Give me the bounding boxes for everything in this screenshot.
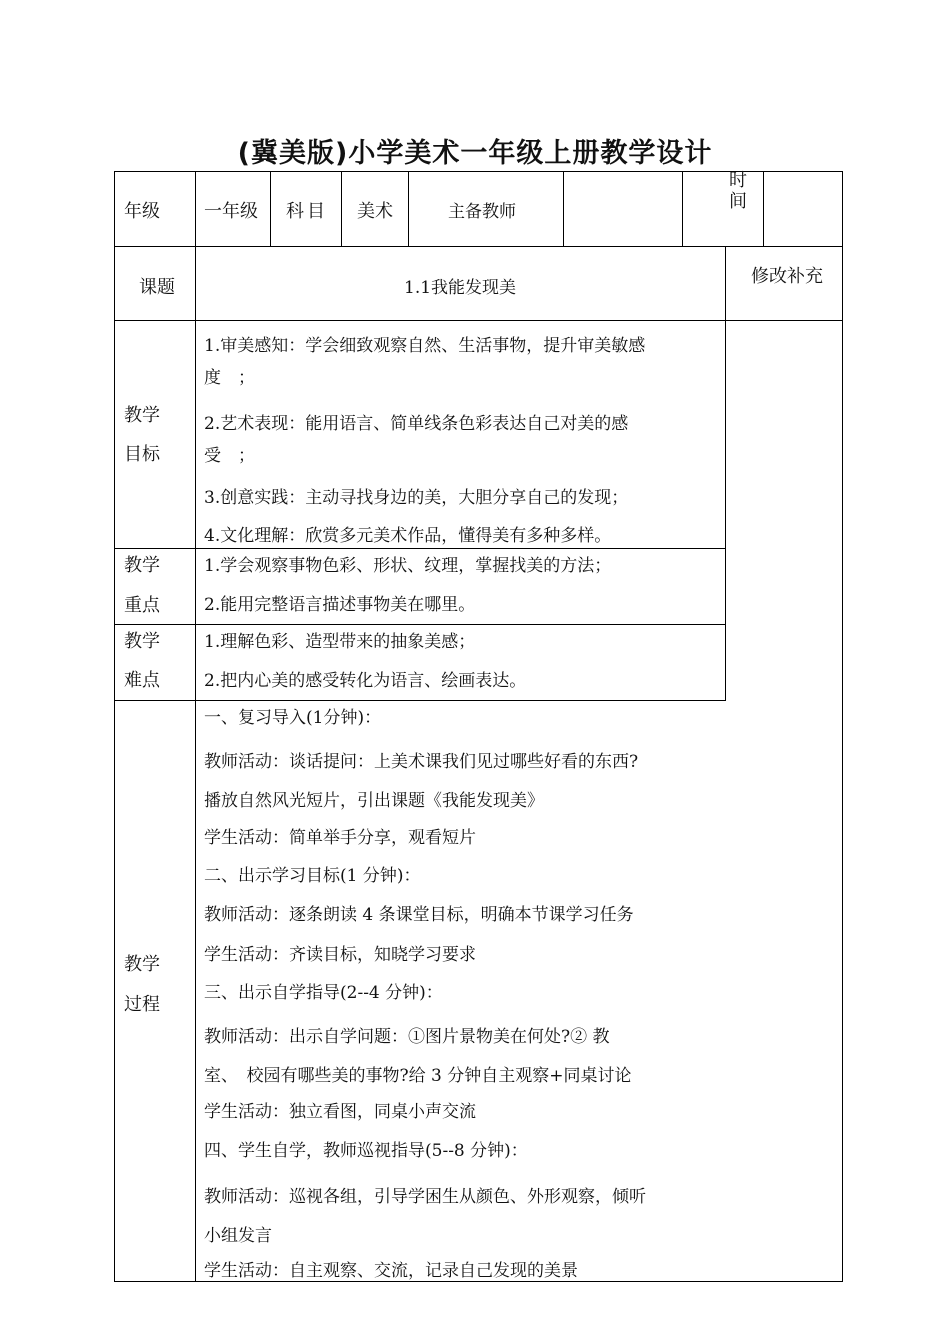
keypoints-label-line1: 教学	[124, 555, 160, 576]
grade-label: 年级	[124, 201, 160, 222]
subject-value: 美术	[357, 201, 393, 222]
table-border-right	[842, 171, 843, 1282]
grade-value: 一年级	[204, 201, 258, 222]
time-label-line2: 间	[729, 191, 747, 212]
teacher-label: 主备教师	[448, 202, 516, 222]
process-line: 四、学生自学，教师巡视指导(5--8 分钟)：	[204, 1141, 528, 1161]
goals-line: 4.文化理解：欣赏多元美术作品，懂得美有多种多样。	[204, 526, 612, 546]
header-divider-6	[763, 171, 764, 246]
process-line: 学生活动：独立看图，同桌小声交流	[204, 1102, 476, 1122]
process-line: 室、 校园有哪些美的事物?给 3 分钟自主观察+同桌讨论	[204, 1066, 632, 1086]
process-label-line1: 教学	[124, 954, 160, 975]
difficulties-label-line2: 难点	[124, 670, 160, 691]
header-divider-3	[408, 171, 409, 246]
row-divider-difficulties	[114, 700, 726, 701]
topic-label: 课题	[139, 277, 175, 298]
process-line: 教师活动：出示自学问题：①图片景物美在何处?② 教	[204, 1027, 610, 1047]
topic-value: 1.1我能发现美	[404, 278, 517, 298]
revise-column-divider	[725, 246, 726, 700]
subject-label: 科目	[286, 201, 328, 222]
label-column-divider	[195, 171, 196, 1282]
difficulties-line: 2.把内心美的感受转化为语言、绘画表达。	[204, 671, 527, 691]
goals-line: 受 ；	[204, 446, 255, 466]
keypoints-line: 1.学会观察事物色彩、形状、纹理，掌握找美的方法；	[204, 556, 612, 576]
keypoints-line: 2.能用完整语言描述事物美在哪里。	[204, 595, 476, 615]
goals-label-line1: 教学	[124, 405, 160, 426]
goals-line: 度 ；	[204, 368, 255, 388]
process-line: 学生活动：自主观察、交流，记录自己发现的美景	[204, 1261, 578, 1281]
time-label-line1: 时	[729, 170, 747, 191]
keypoints-label-line2: 重点	[124, 595, 160, 616]
goals-line: 2.艺术表现：能用语言、简单线条色彩表达自己对美的感	[204, 414, 629, 434]
process-line: 教师活动：巡视各组，引导学困生从颜色、外形观察，倾听	[204, 1187, 646, 1207]
document-title: (冀美版)小学美术一年级上册教学设计	[237, 138, 713, 169]
process-label-line2: 过程	[124, 994, 160, 1015]
table-border-left	[114, 171, 115, 1282]
process-line: 小组发言	[204, 1226, 272, 1246]
row-divider-goals	[114, 548, 726, 549]
header-divider-2	[341, 171, 342, 246]
revise-label: 修改补充	[751, 266, 823, 287]
row-divider-topic	[114, 320, 843, 321]
header-divider-1	[270, 171, 271, 246]
process-line: 一、复习导入(1分钟)：	[204, 708, 382, 728]
header-divider-4	[563, 171, 564, 246]
goals-line: 3.创意实践：主动寻找身边的美，大胆分享自己的发现；	[204, 488, 629, 508]
process-line: 三、出示自学指导(2--4 分钟)：	[204, 983, 443, 1003]
table-border-bottom	[114, 1281, 843, 1282]
process-line: 二、出示学习目标(1 分钟)：	[204, 866, 421, 886]
process-line: 学生活动：齐读目标，知晓学习要求	[204, 945, 476, 965]
goals-label-line2: 目标	[124, 444, 160, 465]
goals-line: 1.审美感知：学会细致观察自然、生活事物，提升审美敏感	[204, 336, 646, 356]
process-line: 播放自然风光短片，引出课题《我能发现美》	[204, 791, 544, 811]
row-divider-header	[114, 246, 843, 247]
difficulties-label-line1: 教学	[124, 631, 160, 652]
header-divider-5	[682, 171, 683, 246]
difficulties-line: 1.理解色彩、造型带来的抽象美感；	[204, 632, 476, 652]
row-divider-keypoints	[114, 624, 726, 625]
process-line: 教师活动：谈话提问：上美术课我们见过哪些好看的东西?	[204, 752, 639, 772]
process-line: 学生活动：简单举手分享，观看短片	[204, 828, 476, 848]
process-line: 教师活动：逐条朗读 4 条课堂目标，明确本节课学习任务	[204, 905, 634, 925]
